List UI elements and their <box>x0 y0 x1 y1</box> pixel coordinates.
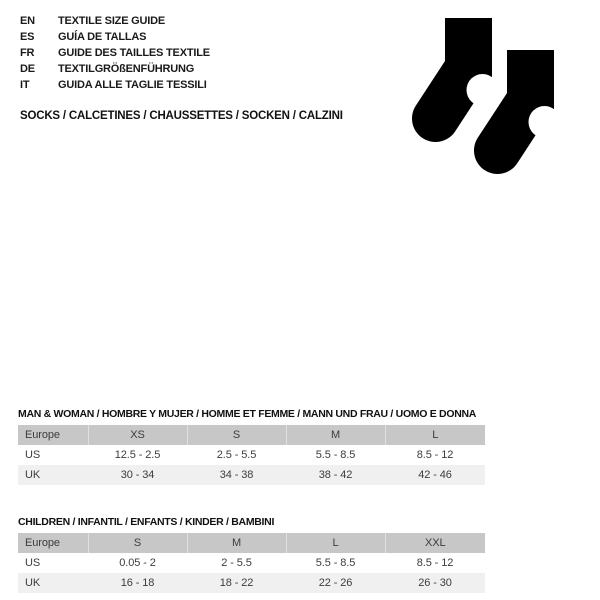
language-code: DE <box>20 63 35 75</box>
table-header-row <box>18 425 485 445</box>
language-title: GUIDE DES TAILLES TEXTILE <box>58 47 210 59</box>
size-value: 30 - 34 <box>88 465 187 485</box>
size-value: 34 - 38 <box>187 465 286 485</box>
language-code: IT <box>20 79 30 91</box>
size-value: 42 - 46 <box>385 465 485 485</box>
column-header: Europe <box>18 425 88 445</box>
language-row-de <box>20 61 210 77</box>
size-value: 22 - 26 <box>286 573 385 593</box>
region-label: UK <box>18 465 88 485</box>
language-row-fr <box>20 45 210 61</box>
sock-front <box>498 50 558 151</box>
column-header: XXL <box>385 533 485 553</box>
table-row-uk <box>18 573 485 593</box>
column-header: M <box>187 533 286 553</box>
table-row-us <box>18 445 485 465</box>
socks-icon <box>412 18 557 178</box>
size-value: 26 - 30 <box>385 573 485 593</box>
language-row-it <box>20 77 210 93</box>
column-header: S <box>187 425 286 445</box>
region-label: US <box>25 449 41 461</box>
language-title: TEXTILE SIZE GUIDE <box>58 15 166 27</box>
size-value: 5.5 - 8.5 <box>315 449 356 461</box>
table-header-row <box>18 533 485 553</box>
size-value: 8.5 - 12 <box>416 449 454 461</box>
column-header: XS <box>88 425 187 445</box>
size-table <box>18 425 485 485</box>
column-header: M <box>286 425 385 445</box>
size-value: 5.5 - 8.5 <box>315 557 356 569</box>
language-title: GUÍA DE TALLAS <box>58 31 147 43</box>
column-header: L <box>286 533 385 553</box>
language-code: FR <box>20 47 35 59</box>
table-row-uk <box>18 465 485 485</box>
column-header: S <box>88 533 187 553</box>
size-value: 38 - 42 <box>286 465 385 485</box>
table-row-us <box>18 553 485 573</box>
region-label: UK <box>18 573 88 593</box>
column-header: L <box>385 425 485 445</box>
table-children <box>18 516 485 593</box>
size-table <box>18 533 485 593</box>
column-header: Europe <box>18 533 88 553</box>
table-man-woman <box>18 408 485 485</box>
size-value: 2.5 - 5.5 <box>216 449 257 461</box>
table-title: CHILDREN / INFANTIL / ENFANTS / KINDER / BAMBINI <box>18 516 275 528</box>
language-row-en <box>20 13 210 29</box>
size-value: 18 - 22 <box>187 573 286 593</box>
language-code: EN <box>20 15 35 27</box>
language-code: ES <box>20 31 35 43</box>
size-value: 8.5 - 12 <box>416 557 454 569</box>
table-title: MAN & WOMAN / HOMBRE Y MUJER / HOMME ET FEMME / MANN UND FRAU / UOMO E DONNA <box>18 408 477 420</box>
language-title: GUIDA ALLE TAGLIE TESSILI <box>58 79 207 91</box>
size-value: 2 - 5.5 <box>221 557 252 569</box>
language-title: TEXTILGRÖßENFÜHRUNG <box>58 63 195 75</box>
size-value: 16 - 18 <box>88 573 187 593</box>
region-label: US <box>25 557 41 569</box>
size-value: 12.5 - 2.5 <box>114 449 161 461</box>
size-value: 0.05 - 2 <box>119 557 156 569</box>
sock-back <box>436 18 499 119</box>
category-line: SOCKS / CALCETINES / CHAUSSETTES / SOCKEN / CALZINI <box>20 110 343 122</box>
language-list <box>20 13 210 93</box>
language-row-es <box>20 29 210 45</box>
